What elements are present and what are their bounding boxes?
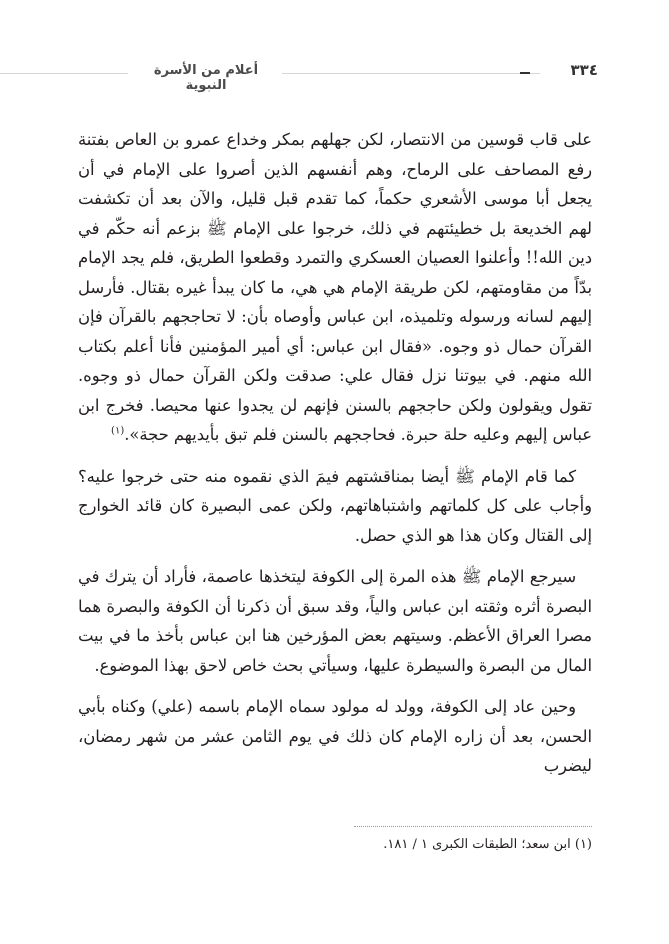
paragraph-1-text: على قاب قوسين من الانتصار، لكن جهلهم بمكر وخداع عمرو بن العاص بفتنة رفع المصاحف على الرماح، وهم أنفسهم الذين أصروا على الإمام في أن يجعل أبا موسى الأشعري حكماً، كما تقدم قبل قليل، والآن بعد أن تكشفت لهم الخديعة بل خطيئتهم في ذلك، خرجوا على الإمام ﷺ بزعم أنه حكّم في دين الله!! وأعلنوا العصيان العسكري والتمرد وقطعوا الطريق، فلم يجد الإمام بدّاً من مقاومتهم، لكن طريقة الإمام هي هي، ما كان يبدأ غيره بقتال. فأرسل إليهم لسانه ورسوله وتلميذه، ابن عباس وأوصاه بأن: لا تحاججهم بالقرآن فإن القرآن حمال ذو وجوه. «فقال ابن عباس: أي أمير المؤمنين فأنا أعلم بكتاب الله منهم. في بيوتنا نزل فقال علي: صدقت ولكن القرآن حمال ذو وجوه. تقول ويقولون ولكن حاججهم بالسنن فإنهم لن يجدوا عنها محيصا. فخرج ابن عباس إليهم وعليه حلة حبرة. فحاججهم بالسنن فلم تبق بأيديهم حجة».	[78, 130, 592, 444]
page-number: ٣٣٤	[570, 61, 598, 79]
header-dash	[520, 72, 530, 74]
body-text	[78, 125, 592, 793]
paragraph-4: وحين عاد إلى الكوفة، وولد له مولود سماه الإمام باسمه (علي) وكناه بأبي الحسن، بعد أن زاره الإمام كان ذلك في يوم الثامن عشر من شهر رمضان، ليضرب	[78, 697, 592, 775]
header-rule-right	[282, 73, 540, 74]
footnote-reference[interactable]: (١)	[111, 425, 125, 437]
paragraph-2: كما قام الإمام ﷺ أيضا بمناقشتهم فيمَ الذي نقموه منه حتى خرجوا عليه؟ وأجاب على كل كلماتهم واشتباهاتهم، ولكن عمى البصيرة كان قائد الخوارج إلى القتال وكان هذا هو الذي حصل.	[78, 466, 592, 545]
footnote: (١) ابن سعد؛ الطبقات الكبرى ١ / ١٨١.	[383, 837, 592, 852]
footnote-separator	[354, 826, 592, 827]
running-header	[0, 56, 669, 93]
header-rule-left	[0, 73, 128, 74]
book-title: أعلام من الأسرة النبوية	[153, 63, 259, 93]
paragraph-1	[78, 125, 592, 450]
paragraph-3: سيرجع الإمام ﷺ هذه المرة إلى الكوفة ليتخذها عاصمة، فأراد أن يترك في البصرة أثره وثقته ابن عباس والياً، وقد سبق أن ذكرنا أن الكوفة والبصرة هما مصرا العراق الأعظم. وسيتهم بعض المؤرخين هنا ابن عباس بأخذ ما في بيت المال من البصرة والسيطرة عليها، وسيأتي بحث خاص لاحق بهذا الموضوع.	[78, 567, 592, 675]
